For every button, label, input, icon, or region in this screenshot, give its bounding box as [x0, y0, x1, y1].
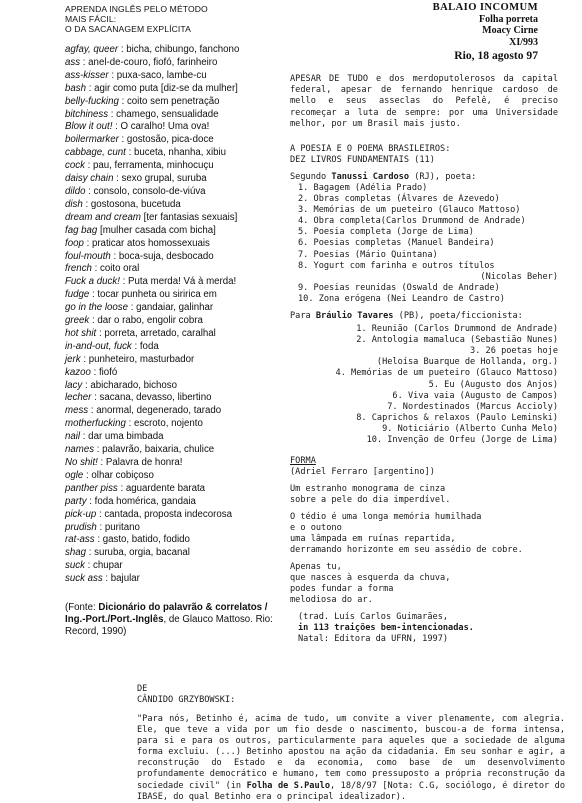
glossary-definition: : pau, ferramenta, minhocuçu	[87, 160, 214, 172]
glossary-definition: : dar o rabo, engolir cobra	[91, 315, 203, 327]
glossary-definition: : gostosão, pica-doce	[121, 134, 214, 146]
intro-text: (RJ), poeta:	[409, 172, 477, 183]
source-rest: , de Glauco Mattoso. Rio: Record, 1990)	[65, 614, 273, 638]
glossary-term: fag bag	[65, 224, 98, 236]
glossary-entry	[65, 83, 280, 96]
book-list-item: 6. Viva vaia (Augusto de Campos)	[392, 390, 558, 401]
glossary-term: in-and-out, fuck	[65, 340, 132, 352]
poem-line: derramando horizonte em seu assédio de cobre.	[290, 545, 523, 556]
poet-name: Bráulio Tavares	[315, 311, 394, 322]
tanussi-intro	[290, 172, 558, 183]
masthead-subtitle: Folha porreta	[479, 13, 538, 25]
glossary-entry	[65, 573, 280, 586]
book-list-item: 10. Zona erógena (Nei Leandro de Castro)	[298, 293, 505, 304]
book-list-item: 1. Reunião (Carlos Drummond de Andrade)	[356, 324, 558, 335]
glossary-term: greek	[65, 315, 90, 327]
quote-body: "Para nós, Betinho é, acima de tudo, um convite a viver plenamente, com alegria. Ele, que teve a vida por um fio desde o nascimento, buscou-a de forma intensa, para si e para os outros, particularmente para aqueles que a sociedade de alguma forma excluiu. (...) Betinho apostou na ação da cidadania. Em seu sonhar e agir, a reconstrução do Estado e da economia, como base de um desenvolvimento profundamente democrático e humano, tem como pressuposto a própria reconstrução da sociedade civil" (in	[137, 714, 565, 791]
book-list-item: 9. Noticiário (Alberto Cunha Melo)	[382, 423, 558, 434]
glossary-definition: : anel-de-couro, fiofó, farinheiro	[82, 56, 218, 68]
glossary-definition: : cantada, proposta indecorosa	[98, 508, 232, 520]
glossary-term: pick-up	[65, 508, 97, 520]
glossary-term: motherfucking	[65, 418, 126, 430]
glossary-definition: : boca-suja, desbocado	[113, 250, 214, 262]
book-list-item: 5. Poesia completa (Jorge de Lima)	[298, 227, 474, 238]
glossary-term: jerk	[65, 353, 81, 365]
trad-book: in 113 traições bem-intencionadas.	[298, 623, 474, 634]
glossary-term: fudge	[65, 289, 90, 301]
masthead-issue: XI/993	[509, 36, 538, 48]
glossary-term: nail	[65, 431, 81, 443]
glossary-term: rat-ass	[65, 534, 95, 546]
glossary-entry	[65, 534, 280, 547]
glossary-entry	[65, 328, 280, 341]
source-title: Dicionário do palavrão & correlatos / Ing.-Port./Port.-Inglês	[65, 602, 268, 626]
glossary-entry	[65, 380, 280, 393]
glossary-entry	[65, 354, 280, 367]
glossary-definition: : Puta merda! Vá à merda!	[122, 276, 237, 288]
glossary-term: dildo	[65, 185, 86, 197]
glossary-entry	[65, 341, 280, 354]
glossary-entry	[65, 186, 280, 199]
glossary-term: prudish	[65, 521, 97, 533]
glossary-entry	[65, 289, 280, 302]
glossary-term: cock	[65, 160, 85, 172]
masthead-title: BALAIO INCOMUM	[432, 2, 538, 13]
braulio-book-list	[290, 324, 558, 446]
glossary-entry	[65, 418, 280, 431]
quote-tail: , 18/8/97 [Nota: C.G, sociólogo, é diretor do IBASE, do qual Betinho era o principal idealizador).	[137, 780, 565, 802]
glossary-term: go in the loose	[65, 302, 129, 314]
book-list-item: 3. Memórias de um pueteiro (Glauco Mattoso)	[298, 205, 521, 216]
glossary-definition: : gostosona, bucetuda	[85, 198, 181, 210]
glossary-definition: : suruba, orgia, bacanal	[88, 547, 190, 559]
glossary-definition: : O caralho! Uma ova!	[115, 121, 210, 133]
glossary-entry	[65, 547, 280, 560]
glossary-definition: : bajular	[105, 573, 140, 585]
glossary-definition: : coito oral	[94, 263, 140, 275]
right-column	[290, 74, 558, 645]
masthead-author: Moacy Cirne	[482, 25, 538, 36]
book-list-item: 1. Bagagem (Adélia Prado)	[298, 183, 428, 194]
glossary-definition: : agir como puta [diz-se da mulher]	[88, 82, 238, 94]
glossary-term: bash	[65, 82, 87, 94]
glossary-term: daisy chain	[65, 173, 114, 185]
trad-line: (trad. Luís Carlos Guimarães,	[298, 612, 449, 623]
poem-line: e o outono	[290, 523, 342, 534]
glossary-entry	[65, 457, 280, 470]
poem-line: Apenas tu,	[290, 562, 342, 573]
tanussi-book-list	[290, 183, 558, 305]
glossary-entry	[65, 134, 280, 147]
poem-line: que nasces à esquerda da chuva,	[290, 573, 451, 584]
glossary-term: suck	[65, 560, 85, 572]
glossary-source	[65, 602, 280, 639]
masthead	[433, 2, 538, 62]
glossary-definition: : fiofó	[93, 366, 118, 378]
glossary-entry	[65, 109, 280, 122]
intro-text: Segundo	[290, 172, 332, 183]
forma-heading	[290, 456, 558, 478]
glossary-term: ogle	[65, 469, 84, 481]
glossary-entry	[65, 147, 280, 160]
glossary-term: Fuck a duck!	[65, 276, 120, 288]
glossary-entry	[65, 44, 280, 57]
glossary-term: boilermarker	[65, 134, 119, 146]
glossary-definition: : coito sem penetração	[121, 95, 220, 107]
glossary-term: hot shit	[65, 327, 97, 339]
glossary-term: foul-mouth	[65, 250, 111, 262]
book-list-item: 8. Caprichos & relaxos (Paulo Leminski)	[356, 412, 558, 423]
kicker-line: O DA SACANAGEM EXPLÍCITA	[65, 24, 191, 34]
kicker-line: MAIS FÁCIL:	[65, 14, 117, 24]
quote-block	[137, 684, 565, 803]
trad-book-line	[290, 623, 558, 634]
glossary-definition: : abicharado, bichoso	[84, 379, 178, 391]
glossary-term: party	[65, 495, 87, 507]
glossary-definition: : olhar cobiçoso	[86, 469, 154, 481]
masthead-date: Rio, 18 agosto 97	[454, 49, 538, 62]
glossary-entry	[65, 444, 280, 457]
poem-stanza	[290, 484, 558, 506]
poem-line: uma lâmpada em ruínas repartida,	[290, 534, 456, 545]
glossary-definition: : punheteiro, masturbador	[83, 353, 195, 365]
book-list-item: (Nicolas Beher)	[480, 271, 558, 282]
glossary-term: ass-kisser	[65, 69, 109, 81]
glossary-entry	[65, 212, 280, 225]
poem-stanza	[290, 562, 558, 606]
book-list-item: 8. Yogurt com farinha e outros títulos	[298, 260, 495, 271]
glossary-entry	[65, 431, 280, 444]
quote-de: DE	[137, 684, 148, 694]
glossary-term: lecher	[65, 392, 92, 404]
glossary-entry	[65, 199, 280, 212]
glossary-definition: : anormal, degenerado, tarado	[90, 405, 222, 417]
glossary-definition: : chamego, sensualidade	[110, 108, 219, 120]
glossary-entry	[65, 225, 280, 238]
glossary-term: shag	[65, 547, 87, 559]
source-prefix: (Fonte:	[65, 602, 99, 614]
glossary-term: suck ass	[65, 573, 103, 585]
glossary-term: foop	[65, 237, 84, 249]
glossary-definition: : porreta, arretado, caralhal	[98, 327, 216, 339]
quote-author: CÂNDIDO GRZYBOWSKI:	[137, 694, 236, 705]
glossary-definition: : palavrão, baixaria, chulice	[96, 444, 215, 456]
glossary-entry	[65, 276, 280, 289]
translation-credit	[290, 612, 558, 645]
glossary-definition: : bicha, chibungo, fanchono	[120, 44, 240, 55]
trad-pub: Natal: Editora da UFRN, 1997)	[298, 634, 449, 645]
glossary-definition: : escroto, nojento	[128, 418, 203, 430]
poem-line: sobre a pele do dia imperdível.	[290, 495, 451, 506]
glossary-term: belly-fucking	[65, 95, 119, 107]
glossary-entry	[65, 160, 280, 173]
glossary-definition: : chupar	[87, 560, 123, 572]
forma-author: (Adriel Ferraro [argentino])	[290, 467, 435, 478]
book-list-item: 6. Poesias completas (Manuel Bandeira)	[298, 238, 495, 249]
glossary-term: ass	[65, 56, 81, 68]
glossary-term: bitchiness	[65, 108, 109, 120]
book-list-item: 2. Antologia mamaluca (Sebastião Nunes)	[356, 335, 558, 346]
glossary-entry	[65, 173, 280, 186]
quote-source: Folha de S.Paulo	[246, 780, 330, 791]
glossary-entry	[65, 70, 280, 83]
glossary-term: names	[65, 444, 95, 456]
quote-text	[137, 714, 565, 803]
poem-line: podes fundar a forma	[290, 584, 394, 595]
glossary-term: french	[65, 263, 92, 275]
glossary-definition: : consolo, consolo-de-viúva	[88, 185, 206, 197]
glossary-definition: : tocar punheta ou siririca em	[91, 289, 217, 301]
book-list-item: 7. Nordestinados (Marcus Accioly)	[387, 401, 558, 412]
glossary-definition: : gandaiar, galinhar	[130, 302, 214, 314]
intro-text: Para	[290, 311, 316, 322]
glossary-entry	[65, 121, 280, 134]
book-list-item: 10. Invenção de Orfeu (Jorge de Lima)	[366, 434, 558, 445]
intro-text: (PB), poeta/ficcionista:	[393, 311, 523, 322]
glossary-definition: : gasto, batido, fodido	[97, 534, 190, 546]
glossary-entry	[65, 509, 280, 522]
glossary-entry	[65, 96, 280, 109]
glossary-definition: : sexo grupal, suruba	[116, 173, 207, 185]
glossary-term: kazoo	[65, 366, 91, 378]
glossary-definition: : puritano	[99, 521, 140, 533]
glossary-kicker	[65, 4, 280, 34]
glossary-definition: : puxa-saco, lambe-cu	[111, 69, 207, 81]
glossary-entry	[65, 238, 280, 251]
kicker-line: APRENDA INGLÊS PELO MÉTODO	[65, 4, 208, 14]
glossary-definition: : buceta, nhanha, xibiu	[128, 147, 227, 159]
book-list-item: 7. Poesias (Mário Quintana)	[298, 249, 438, 260]
book-list-item: 5. Eu (Augusto dos Anjos)	[428, 379, 558, 390]
glossary-definition: : praticar atos homossexuais	[86, 237, 210, 249]
glossary-entry	[65, 392, 280, 405]
glossary-term: dream and cream	[65, 211, 141, 223]
glossary-column	[65, 4, 280, 639]
braulio-intro	[290, 311, 558, 322]
section-title	[290, 144, 558, 166]
quote-heading	[137, 684, 565, 705]
glossary-entry	[65, 470, 280, 483]
glossary-definition: : foda homérica, gandaia	[89, 495, 196, 507]
glossary-entry	[65, 251, 280, 264]
glossary-entry	[65, 522, 280, 535]
glossary-list	[65, 44, 280, 586]
glossary-term: dish	[65, 198, 83, 210]
glossary-entry	[65, 560, 280, 573]
glossary-definition: : aguardente barata	[120, 482, 206, 494]
book-list-item: (Heloísa Buarque de Hollanda, org.)	[376, 357, 558, 368]
glossary-entry	[65, 57, 280, 70]
glossary-definition: [ter fantasias sexuais]	[143, 211, 238, 223]
poet-name: Tanussi Cardoso	[331, 172, 410, 183]
glossary-term: lacy	[65, 379, 83, 391]
glossary-term: Blow it out!	[65, 121, 113, 133]
section-title-line: A POESIA E O POEMA BRASILEIROS:	[290, 144, 451, 155]
glossary-entry	[65, 302, 280, 315]
book-list-item: 4. Memórias de um pueteiro (Glauco Mattoso)	[335, 368, 558, 379]
book-list-item: 9. Poesias reunidas (Oswald de Andrade)	[298, 282, 500, 293]
poem-line: melodiosa do ar.	[290, 595, 373, 606]
glossary-entry	[65, 496, 280, 509]
glossary-definition: [mulher casada com bicha]	[100, 224, 216, 236]
poem-line: Um estranho monograma de cinza	[290, 484, 446, 495]
forma-title: FORMA	[290, 456, 316, 467]
glossary-term: cabbage, cunt	[65, 147, 126, 159]
glossary-entry	[65, 367, 280, 380]
book-list-item: 2. Obras completas (Álvares de Azevedo)	[298, 194, 500, 205]
glossary-definition: : dar uma bimbada	[82, 431, 164, 443]
book-list-item: 3. 26 poetas hoje	[470, 346, 558, 357]
glossary-definition: : Palavra de honra!	[100, 457, 183, 468]
glossary-entry	[65, 405, 280, 418]
poem-line: O tédio é uma longa memória humilhada	[290, 512, 482, 523]
glossary-entry	[65, 315, 280, 328]
glossary-term: No shit!	[65, 457, 98, 468]
section-title-line: DEZ LIVROS FUNDAMENTAIS (11)	[290, 155, 435, 166]
book-list-item: 4. Obra completa(Carlos Drummond de Andrade)	[298, 216, 526, 227]
glossary-term: agfay, queer	[65, 44, 119, 55]
glossary-term: panther piss	[65, 482, 118, 494]
apesar-paragraph: APESAR DE TUDO e dos merdoputolerosos da capital federal, apesar de fernando henrique cardoso de mello e seus asseclas do Pefelê, é preciso recomeçar a luta de sempre: por uma Universidade melhor, por um Brasil mais justo.	[290, 74, 558, 129]
glossary-definition: : foda	[134, 340, 159, 352]
glossary-definition: : sacana, devasso, libertino	[94, 392, 212, 404]
glossary-term: mess	[65, 405, 89, 417]
poem-stanza	[290, 512, 558, 556]
glossary-entry	[65, 483, 280, 496]
glossary-entry	[65, 263, 280, 276]
